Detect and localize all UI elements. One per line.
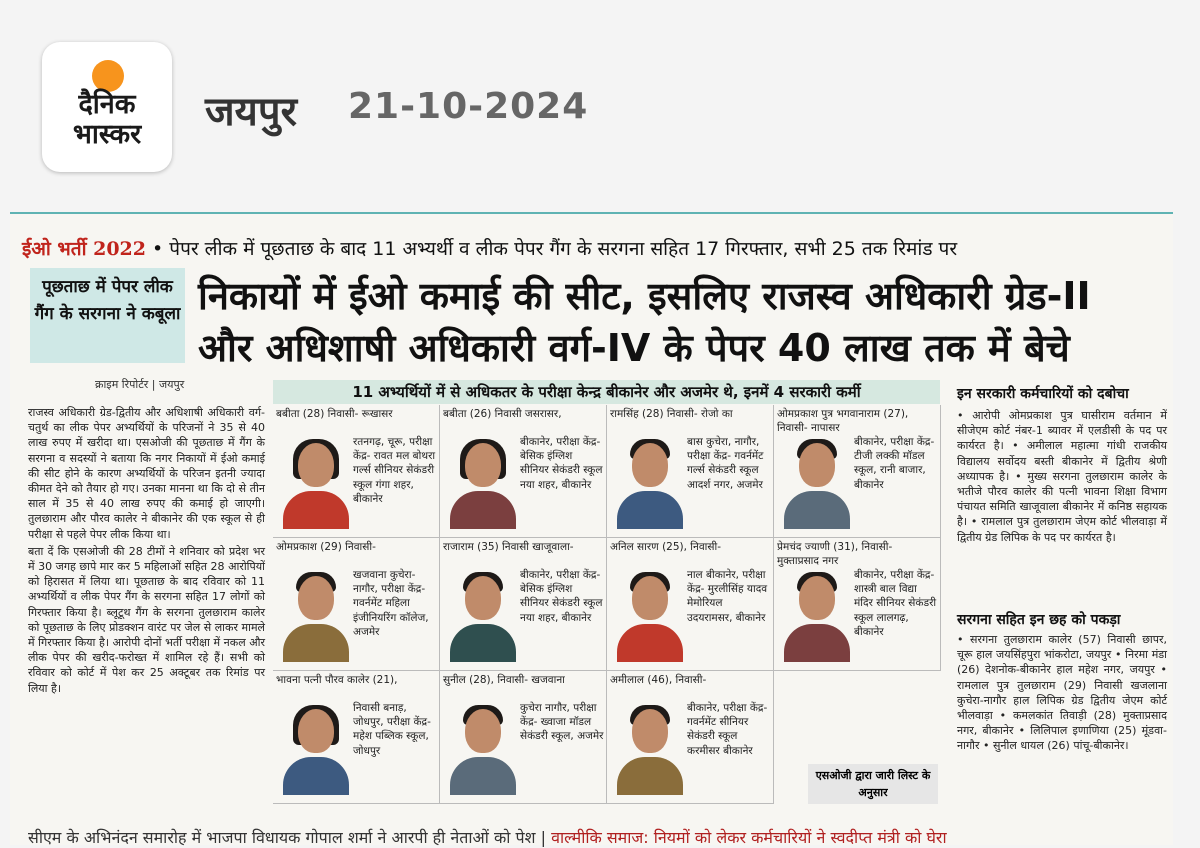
photo-body: [450, 624, 516, 662]
headline: [198, 270, 1168, 374]
photo-head: [799, 443, 835, 487]
right-heading-1: इन सरकारी कर्मचारियों को दबोचा: [957, 386, 1129, 402]
candidate-details: रतनगढ़, चूरू, परीक्षा केंद्र- रावत मल बोथरा गर्ल्स सीनियर सेकंडरी स्कूल गंगा शहर, बीकानेर: [353, 436, 436, 505]
photo-body: [450, 757, 516, 795]
photo-body: [450, 491, 516, 529]
accused-photo-grid: [273, 405, 940, 805]
candidate-name: राजाराम (35) निवासी खाजूवाला-: [443, 541, 574, 553]
right-body-1: • आरोपी ओमप्रकाश पुत्र घासीराम वर्तमान में सीजेएम कोर्ट नंबर-1 ब्यावर में एलडीसी के पद पर कार्यरत है। • अमीलाल महात्मा गांधी राजकीय विद्यालय सर्वोदय बस्ती बीकानेर में द्वितीय श्रेणी अध्यापक है। • मुख्य सरगना तुलछाराम कालेर के भतीजे पौरव कालेर की पत्नी भावना शिक्षा विभाग पंचायत समिति खाजूवाला बीकानेर में कनिष्ठ सहायक है। • रामलाल पुत्र तुलछाराम जेएम कोर्ट भीलवाड़ा में द्वितीय ग्रेड लिपिक के पद पर कार्यरत है।: [957, 409, 1167, 544]
candidate-details: खजवाना कुचेरा-नागौर, परीक्षा केंद्र- गवर्नमेंट महिला इंजीनियरिंग कॉलेज, अजमेर: [353, 569, 429, 638]
sun-icon: [92, 60, 124, 92]
candidate-photo: [615, 437, 685, 529]
kicker-tag: ईओ भर्ती 2022: [22, 238, 146, 260]
kicker: [22, 235, 957, 261]
candidate-card: [273, 671, 440, 804]
candidate-photo: [615, 570, 685, 662]
candidate-card: [774, 405, 941, 538]
candidate-details: बीकानेर, परीक्षा केंद्र- टीजी लक्की मॉडल स्कूल, रानी बाजार, बीकानेर: [854, 436, 935, 491]
photo-body: [283, 491, 349, 529]
candidate-photo: [448, 703, 518, 795]
candidate-photo: [281, 437, 351, 529]
candidate-details: बीकानेर, परीक्षा केंद्र- शास्त्री बाल विद्या मंदिर सीनियर सेकंडरी स्कूल लालगढ़, बीकानेर: [854, 569, 937, 638]
headline-line-1: निकायों में ईओ कमाई की सीट, इसलिए राजस्व अधिकारी ग्रेड-II: [198, 274, 1091, 318]
photo-body: [617, 624, 683, 662]
divider: |: [540, 828, 552, 847]
photo-head: [465, 443, 501, 487]
candidate-card: [440, 538, 607, 671]
body-paragraph-1: राजस्व अधिकारी ग्रेड-द्वितीय और अधिशाषी अधिकारी वर्ग-चतुर्थ का लीक पेपर अभ्यर्थियों के परिजनों ने 35 से 40 लाख रुपए में खरीदा था। एसओजी की पूछताछ में गैंग के सरगना व सदस्यों ने बताया कि नगर निकायों में ईओ कमाई की सीट होने के कारण अभ्यर्थियों के परिजन इतनी ज्यादा कीमत देने को तैयार हो गए। उनका मानना था कि दो से तीन साल में 35 से 40 लाख रुपए की कमाई हो जाएगी। तुलछाराम और पौरव कालेर ने बीकानेर की एक स्कूल से ही परीक्षा से पहले पेपर लीक किया था।: [28, 406, 265, 541]
photo-head: [799, 576, 835, 620]
logo-text-line1: दैनिक: [78, 89, 136, 120]
candidate-details: बीकानेर, परीक्षा केंद्र- बेसिक इंग्लिश सीनियर सेकंडरी स्कूल नया शहर, बीकानेर: [520, 569, 603, 624]
logo-text-line2: भास्कर: [72, 119, 142, 150]
candidate-card: [440, 405, 607, 538]
candidate-photo: [281, 703, 351, 795]
candidate-photo: [448, 570, 518, 662]
candidate-name: प्रेमचंद ज्याणी (31), निवासी- मुक्ताप्रसाद नगर: [777, 541, 893, 568]
photo-head: [632, 709, 668, 753]
photo-body: [784, 491, 850, 529]
photo-head: [298, 576, 334, 620]
headline-line-2: और अधिशाषी अधिकारी वर्ग-IV के पेपर 40 लाख तक में बेचे: [198, 326, 1070, 370]
candidate-photo: [782, 437, 852, 529]
candidate-card: [774, 538, 941, 671]
candidate-card: [607, 538, 774, 671]
candidate-name: ओमप्रकाश पुत्र भगवानाराम (27), निवासी- नापासर: [777, 408, 909, 435]
photo-head: [465, 576, 501, 620]
article-body: [28, 405, 265, 698]
candidate-name: अमीलाल (46), निवासी-: [610, 674, 707, 686]
grid-heading: 11 अभ्यर्थियों में से अधिकतर के परीक्षा केन्द्र बीकानेर और अजमेर थे, इनमें 4 सरकारी कर्मी: [273, 380, 940, 404]
photo-body: [617, 757, 683, 795]
right-heading-2: सरगना सहित इन छह को पकड़ा: [957, 612, 1121, 628]
candidate-photo: [448, 437, 518, 529]
photo-body: [283, 757, 349, 795]
photo-body: [617, 491, 683, 529]
edition-date: 21-10-2024: [348, 86, 589, 127]
next-story-right: वाल्मीकि समाज: नियमों को लेकर कर्मचारियों ने स्वदीप्त मंत्री को घेरा: [551, 828, 947, 847]
candidate-name: बबीता (28) निवासी- रूखासर: [276, 408, 393, 420]
candidate-details: नाल बीकानेर, परीक्षा केंद्र- मुरलीसिंह यादव मेमोरियल उदयरामसर, बीकानेर: [687, 569, 768, 624]
candidate-name: भावना पत्नी पौरव कालेर (21),: [276, 674, 398, 686]
photo-head: [632, 576, 668, 620]
next-story-left: सीएम के अभिनंदन समारोह में भाजपा विधायक गोपाल शर्मा ने आरपी ही नेताओं को पेश: [28, 828, 536, 847]
app-header: [0, 0, 1200, 205]
kicker-text: • पेपर लीक में पूछताछ के बाद 11 अभ्यर्थी व लीक पेपर गैंग के सरगना सहित 17 गिरफ्तार, सभी 25 तक रिमांड पर: [146, 238, 958, 260]
photo-body: [283, 624, 349, 662]
candidate-card: [440, 671, 607, 804]
candidate-details: बास कुचेरा, नागौर, परीक्षा केंद्र- गवर्नमेंट गर्ल्स सेकंडरी स्कूल आदर्श नगर, अजमेर: [687, 436, 764, 491]
photo-body: [784, 624, 850, 662]
candidate-card: [607, 671, 774, 804]
right-body-2: • सरगना तुलछाराम कालेर (57) निवासी छापर, चूरू हाल जयसिंहपुरा भांकरोटा, जयपुर • निरमा मंडा (26) देशनोक-बीकानेर हाल महेश नगर, जयपुर • रामलाल पुत्र तुलछाराम (29) निवासी खजलाना कुचेरा-नागौर हाल लिपिक ग्रेड द्वितीय जेएम कोर्ट भीलवाड़ा • कमलकांत तिवाड़ी (28) मुक्ताप्रसाद नगर, बीकानेर • लिलिपाल इणाणिया (25) मूंडवा-नागौर • सुनील धायल (26) पांचू-बीकानेर।: [957, 633, 1167, 753]
candidate-name: ओमप्रकाश (29) निवासी-: [276, 541, 376, 553]
photo-head: [632, 443, 668, 487]
photo-head: [465, 709, 501, 753]
candidate-name: बबीता (26) निवासी जसरासर,: [443, 408, 562, 420]
dainik-bhaskar-logo[interactable]: [42, 42, 172, 172]
side-box: पूछताछ में पेपर लीक गैंग के सरगना ने कबूला: [30, 268, 185, 363]
candidate-name: रामसिंह (28) निवासी- रोजो का: [610, 408, 733, 420]
candidate-details: बीकानेर, परीक्षा केंद्र- गवर्नमेंट सीनियर सेकंडरी स्कूल करमीसर बीकानेर: [687, 702, 768, 757]
byline: क्राइम रिपोर्टर | जयपुर: [95, 378, 185, 391]
candidate-details: बीकानेर, परीक्षा केंद्र- बेसिक इंग्लिश सीनियर सेकंडरी स्कूल नया शहर, बीकानेर: [520, 436, 603, 491]
candidate-card: [273, 405, 440, 538]
candidate-photo: [782, 570, 852, 662]
photo-head: [298, 443, 334, 487]
candidate-details: निवासी बनाड़, जोधपुर, परीक्षा केंद्र- महेश पब्लिक स्कूल, जोधपुर: [353, 702, 431, 757]
candidate-card: [607, 405, 774, 538]
candidate-details: कुचेरा नागौर, परीक्षा केंद्र- ख्वाजा मॉडल सेकंडरी स्कूल, अजमेर: [520, 702, 604, 743]
edition-city: जयपुर: [205, 89, 297, 135]
sog-note: एसओजी द्वारा जारी लिस्ट के अनुसार: [808, 764, 938, 804]
candidate-photo: [281, 570, 351, 662]
body-paragraph-2: बता दें कि एसओजी की 28 टीमों ने शनिवार को प्रदेश भर में 30 जगह छापे मार कर 5 महिलाओं सहित 28 आरोपियों को हिरासत में लिया था। पूछताछ के बाद रविवार को 11 अभ्यर्थियों व लीक पेपर गैंग के सरगना सहित 17 लोगों को गिरफ्तार किया है। ब्लूटूथ गैंग के सरगना तुलछाराम कालेर को पूछताछ के लिए प्रोडक्शन वारंट पर जेल से लाकर मामले में गिरफ्तार किया है। आरोपी दोनों भर्ती परीक्षा में नकल और लीक पेपर की खरीद-फरोख्त में शामिल रहे हैं। सभी को रविवार को कोर्ट में पेश कर 25 अक्टूबर तक रिमांड पर लिया है।: [28, 544, 265, 695]
candidate-name: सुनील (28), निवासी- खजवाना: [443, 674, 565, 686]
candidate-name: अनिल सारण (25), निवासी-: [610, 541, 722, 553]
next-story-strip: [28, 826, 947, 848]
candidate-photo: [615, 703, 685, 795]
candidate-card: [273, 538, 440, 671]
photo-head: [298, 709, 334, 753]
